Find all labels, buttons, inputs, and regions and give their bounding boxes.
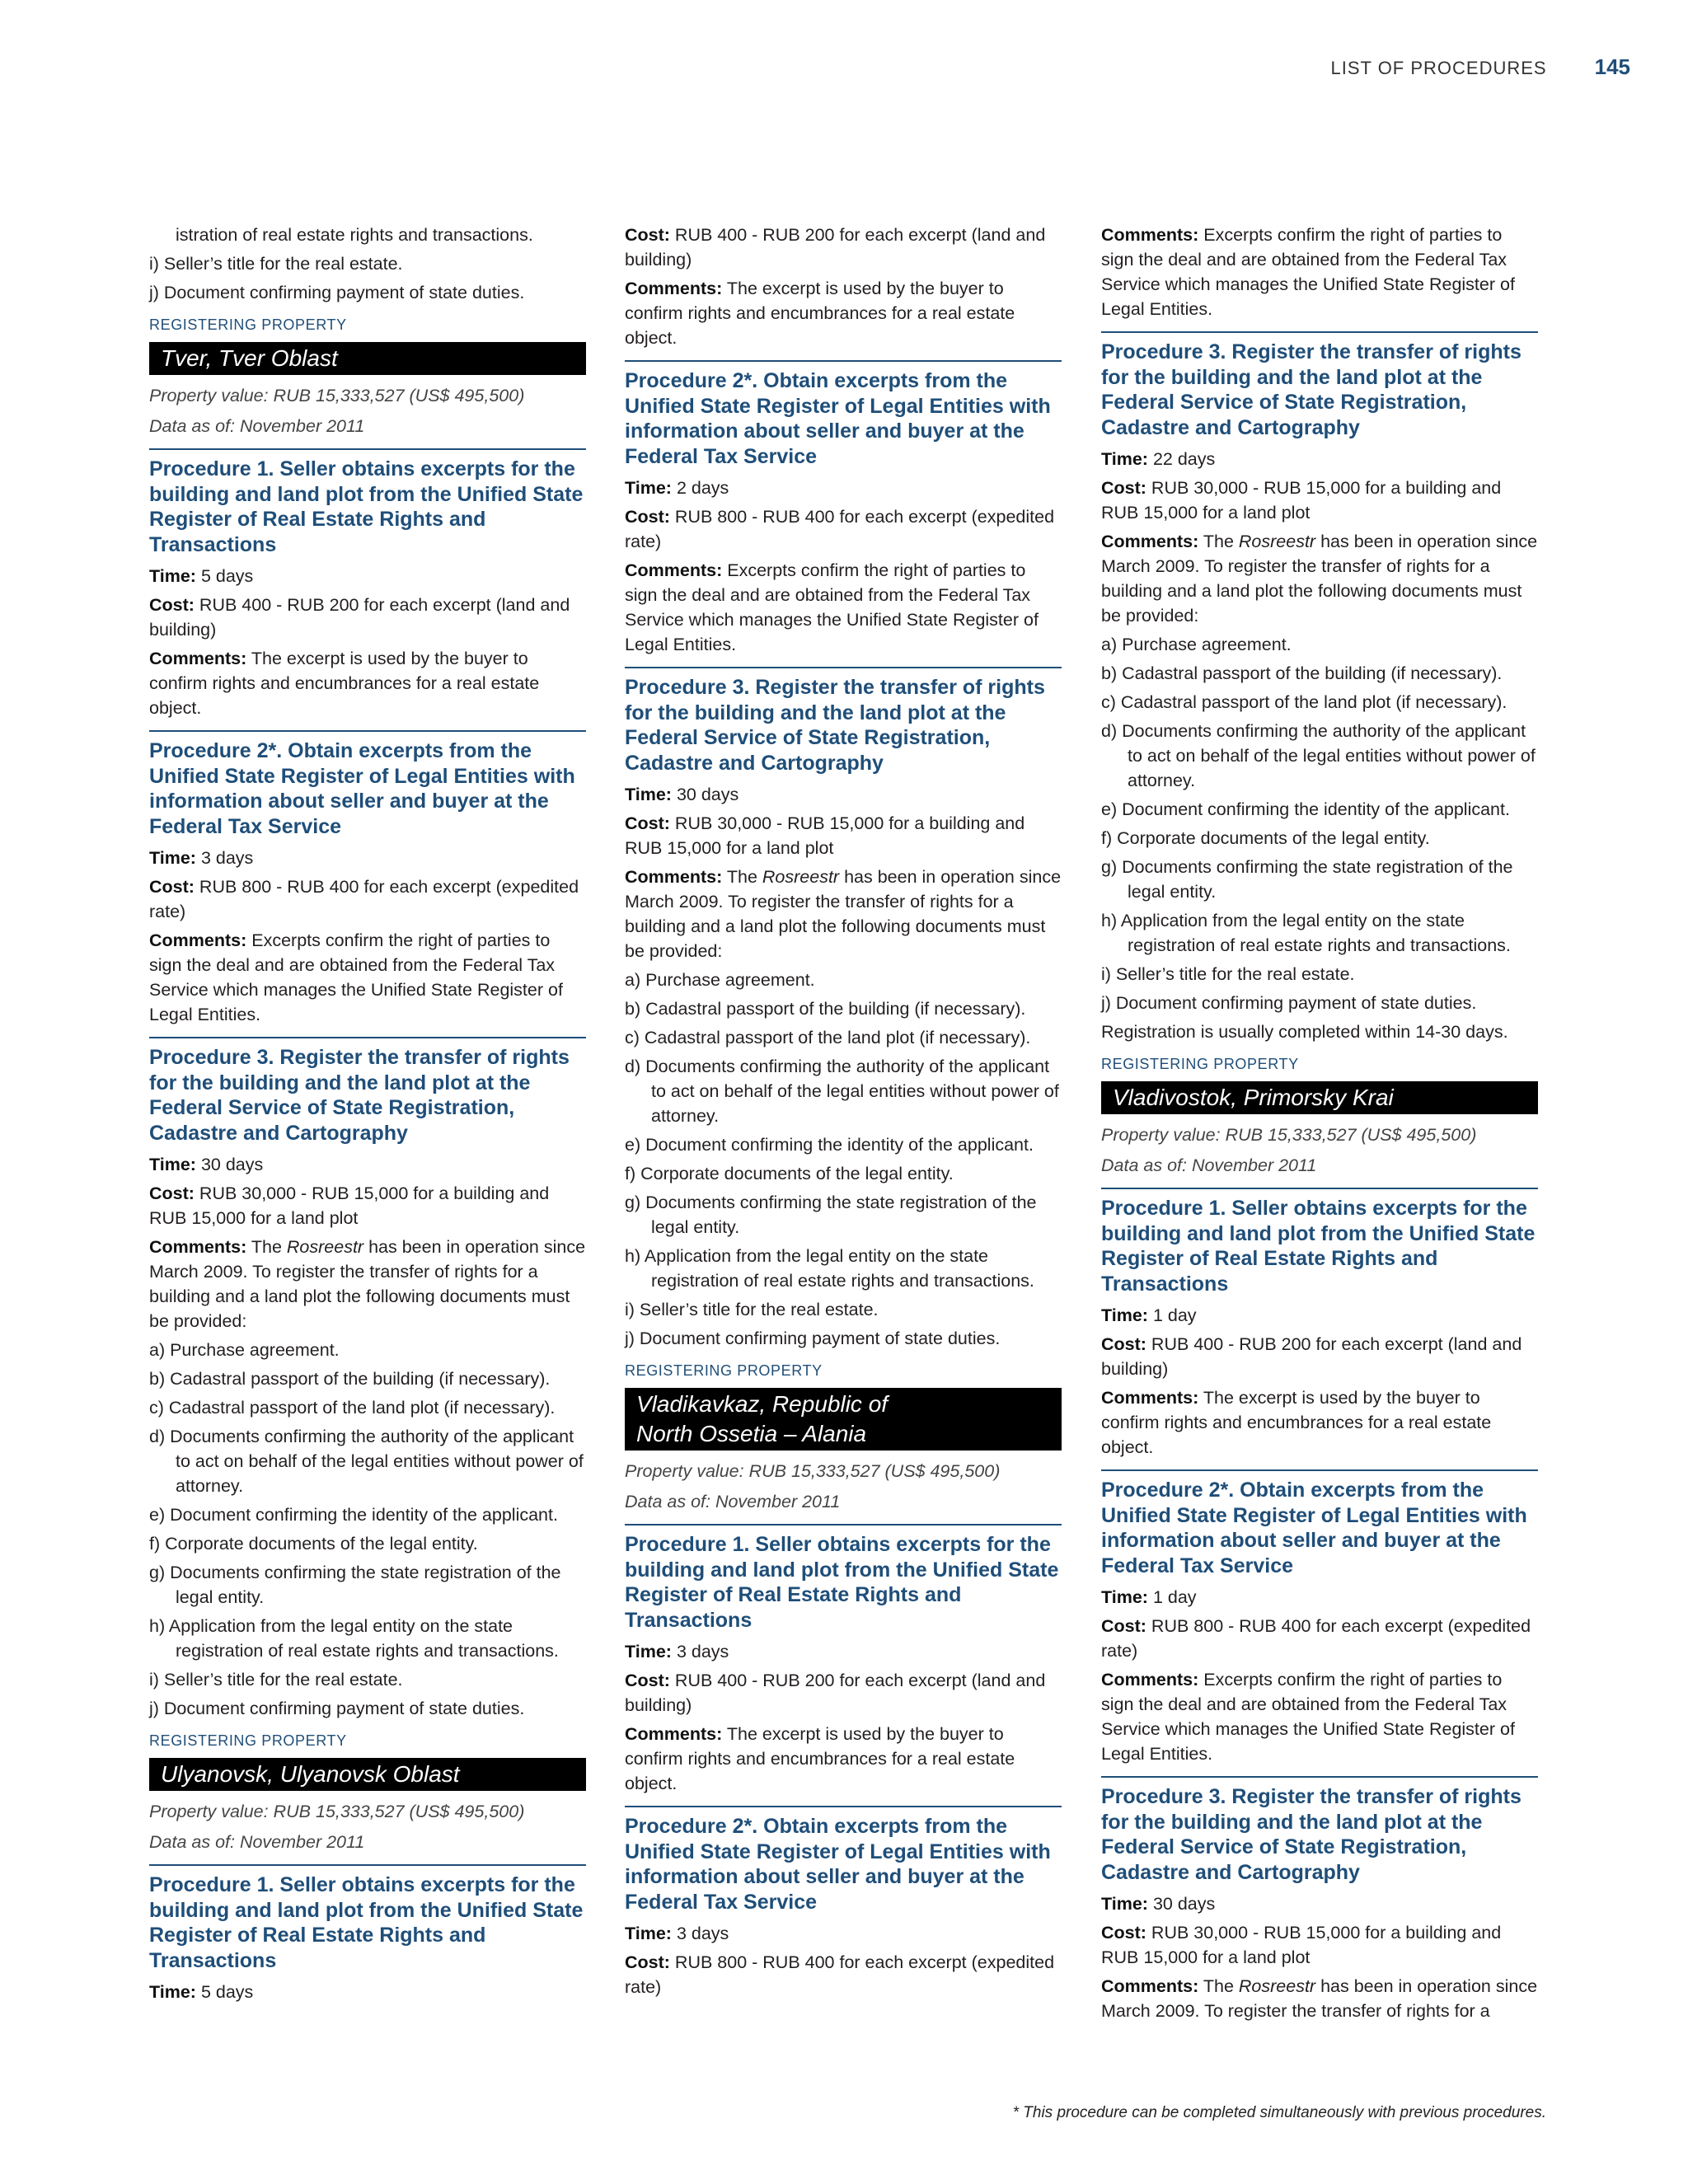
city-banner: Ulyanovsk, Ulyanovsk Oblast: [149, 1758, 586, 1791]
list-item: a) Purchase agreement.: [1101, 635, 1292, 654]
property-value: Property value: RUB 15,333,527 (US$ 495,500): [149, 1802, 525, 1821]
cost-line: Cost: RUB 400 - RUB 200 for each excerpt (land and building): [625, 225, 1046, 269]
registration-note: Registration is usually completed within 14-30 days.: [1101, 1022, 1508, 1042]
list-item: d) Documents confirming the authority of the applicant to act on behalf of the legal entities without power of attorney.: [149, 1427, 584, 1496]
data-date: Data as of: November 2011: [1101, 1155, 1317, 1175]
list-item: c) Cadastral passport of the land plot (if necessary).: [625, 1028, 1031, 1047]
cost-line: Cost: RUB 30,000 - RUB 15,000 for a building and RUB 15,000 for a land plot: [625, 813, 1025, 858]
list-item: b) Cadastral passport of the building (if necessary).: [1101, 663, 1503, 683]
city-banner: Tver, Tver Oblast: [149, 342, 586, 375]
comments-line: Comments: The excerpt is used by the buyer to confirm rights and encumbrances for a real estate object.: [149, 649, 540, 718]
procedure-heading: Procedure 2*. Obtain excerpts from the Unified State Register of Legal Entities with information about seller and buyer at the Federal Tax Service: [625, 1806, 1062, 1915]
cost-line: Cost: RUB 30,000 - RUB 15,000 for a building and RUB 15,000 for a land plot: [1101, 478, 1502, 523]
data-date: Data as of: November 2011: [149, 1832, 365, 1852]
comments-line: Comments: The excerpt is used by the buyer to confirm rights and encumbrances for a real estate object.: [1101, 1388, 1492, 1457]
list-item: i) Seller’s title for the real estate.: [625, 1300, 879, 1319]
procedure-heading: Procedure 1. Seller obtains excerpts for the building and land plot from the Unified State Register of Real Estate Rights and Transactions: [149, 1864, 586, 1973]
comments-line: Comments: Excerpts confirm the right of parties to sign the deal and are obtained from the Federal Tax Service which manages the Unified State Register of Legal Entities.: [1101, 225, 1515, 319]
list-item: e) Document confirming the identity of the applicant.: [625, 1135, 1034, 1155]
cost-line: Cost: RUB 30,000 - RUB 15,000 for a building and RUB 15,000 for a land plot: [1101, 1923, 1502, 1967]
section-label: REGISTERING PROPERTY: [1101, 1056, 1299, 1072]
list-item: b) Cadastral passport of the building (if necessary).: [625, 999, 1026, 1019]
cost-line: Cost: RUB 800 - RUB 400 for each excerpt (expedited rate): [625, 1952, 1055, 1997]
page-header: [1331, 54, 1630, 80]
city-banner: [625, 1388, 1062, 1451]
cost-line: Cost: RUB 400 - RUB 200 for each excerpt (land and building): [1101, 1334, 1522, 1379]
comments-line: Comments: Excerpts confirm the right of parties to sign the deal and are obtained from the Federal Tax Service which manages the Unified State Register of Legal Entities.: [625, 560, 1039, 654]
property-value: Property value: RUB 15,333,527 (US$ 495,500): [625, 1461, 1001, 1481]
procedure-heading: Procedure 2*. Obtain excerpts from the Unified State Register of Legal Entities with information about seller and buyer at the Federal Tax Service: [625, 360, 1062, 469]
procedure-heading: Procedure 3. Register the transfer of rights for the building and the land plot at the Federal Service of State Registration, Cadastre and Cartography: [625, 667, 1062, 776]
time-line: Time: 5 days: [149, 1982, 254, 2002]
list-item: b) Cadastral passport of the building (if necessary).: [149, 1369, 551, 1389]
list-item: h) Application from the legal entity on the state registration of real estate rights and transactions.: [149, 1616, 559, 1661]
cost-line: Cost: RUB 800 - RUB 400 for each excerpt (expedited rate): [149, 877, 579, 921]
city-line: North Ossetia – Alania: [636, 1421, 867, 1446]
data-date: Data as of: November 2011: [625, 1492, 841, 1511]
document-list: [149, 1338, 586, 1721]
data-date: Data as of: November 2011: [149, 416, 365, 436]
time-line: Time: 3 days: [149, 848, 254, 868]
list-item: i) Seller’s title for the real estate.: [149, 254, 403, 274]
cost-line: Cost: RUB 400 - RUB 200 for each excerpt (land and building): [625, 1671, 1046, 1715]
list-item: c) Cadastral passport of the land plot (if necessary).: [149, 1398, 556, 1418]
list-item: g) Documents confirming the state registration of the legal entity.: [149, 1563, 561, 1607]
time-line: Time: 1 day: [1101, 1587, 1197, 1607]
list-item: f) Corporate documents of the legal entity.: [149, 1534, 478, 1554]
list-item: f) Corporate documents of the legal entity.: [625, 1164, 954, 1183]
document-list: [625, 968, 1062, 1351]
procedure-heading: Procedure 2*. Obtain excerpts from the Unified State Register of Legal Entities with information about seller and buyer at the Federal Tax Service: [1101, 1469, 1538, 1578]
time-line: Time: 30 days: [1101, 1894, 1216, 1914]
procedure-heading: Procedure 3. Register the transfer of rights for the building and the land plot at the Federal Service of State Registration, Cadastre and Cartography: [1101, 331, 1538, 440]
list-item: j) Document confirming payment of state duties.: [149, 1699, 525, 1718]
procedure-heading: Procedure 2*. Obtain excerpts from the Unified State Register of Legal Entities with information about seller and buyer at the Federal Tax Service: [149, 730, 586, 839]
list-item: h) Application from the legal entity on the state registration of real estate rights and transactions.: [625, 1246, 1034, 1291]
property-value: Property value: RUB 15,333,527 (US$ 495,500): [149, 386, 525, 405]
time-line: Time: 1 day: [1101, 1305, 1197, 1325]
list-item: j) Document confirming payment of state duties.: [149, 283, 525, 302]
cost-line: Cost: RUB 30,000 - RUB 15,000 for a building and RUB 15,000 for a land plot: [149, 1183, 550, 1228]
comments-line: Comments: The Rosreestr has been in operation since March 2009. To register the transfer of rights for a: [1101, 1976, 1538, 2021]
comments-line: Comments: The excerpt is used by the buyer to confirm rights and encumbrances for a real estate object.: [625, 1724, 1015, 1793]
column-3: [1101, 223, 1538, 2027]
time-line: Time: 30 days: [625, 785, 739, 804]
section-label: REGISTERING PROPERTY: [625, 1362, 823, 1379]
procedure-heading: Procedure 1. Seller obtains excerpts for the building and land plot from the Unified State Register of Real Estate Rights and Transactions: [1101, 1188, 1538, 1296]
list-item: f) Corporate documents of the legal entity.: [1101, 828, 1430, 848]
comments-line: Comments: The Rosreestr has been in operation since March 2009. To register the transfer of rights for a building and a land plot the following documents must be provided:: [149, 1237, 586, 1331]
time-line: Time: 30 days: [149, 1155, 264, 1174]
section-label: REGISTERING PROPERTY: [149, 316, 347, 333]
procedure-heading: Procedure 3. Register the transfer of rights for the building and the land plot at the Federal Service of State Registration, Cadastre and Cartography: [149, 1037, 586, 1146]
comments-line: Comments: Excerpts confirm the right of parties to sign the deal and are obtained from the Federal Tax Service which manages the Unified State Register of Legal Entities.: [149, 930, 563, 1024]
list-item: j) Document confirming payment of state duties.: [1101, 993, 1477, 1013]
section-label: REGISTERING PROPERTY: [149, 1732, 347, 1749]
time-line: Time: 22 days: [1101, 449, 1216, 469]
list-item: i) Seller’s title for the real estate.: [149, 1670, 403, 1690]
document-list: [1101, 632, 1538, 1015]
property-value: Property value: RUB 15,333,527 (US$ 495,500): [1101, 1125, 1477, 1145]
running-head: LIST OF PROCEDURES: [1330, 58, 1547, 78]
procedure-heading: Procedure 1. Seller obtains excerpts for the building and land plot from the Unified State Register of Real Estate Rights and Transactions: [149, 448, 586, 557]
list-item: d) Documents confirming the authority of the applicant to act on behalf of the legal entities without power of attorney.: [625, 1057, 1059, 1126]
column-1: [149, 223, 586, 2008]
list-item: i) Seller’s title for the real estate.: [1101, 964, 1355, 984]
city-line: Vladikavkaz, Republic of: [636, 1391, 889, 1417]
list-item: d) Documents confirming the authority of the applicant to act on behalf of the legal entities without power of attorney.: [1101, 721, 1536, 790]
comments-line: Comments: The Rosreestr has been in operation since March 2009. To register the transfer of rights for a building and a land plot the following documents must be provided:: [625, 867, 1062, 961]
time-line: Time: 3 days: [625, 1924, 729, 1943]
time-line: Time: 2 days: [625, 478, 729, 498]
time-line: Time: 5 days: [149, 566, 254, 586]
list-item: e) Document confirming the identity of the applicant.: [1101, 799, 1510, 819]
list-item: g) Documents confirming the state registration of the legal entity.: [625, 1193, 1037, 1237]
time-line: Time: 3 days: [625, 1642, 729, 1661]
comments-line: Comments: The excerpt is used by the buyer to confirm rights and encumbrances for a real estate object.: [625, 279, 1015, 348]
list-item: istration of real estate rights and transactions.: [176, 225, 533, 245]
footnote: * This procedure can be completed simultaneously with previous procedures.: [1012, 2104, 1546, 2121]
list-item: c) Cadastral passport of the land plot (if necessary).: [1101, 692, 1507, 712]
comments-line: Comments: Excerpts confirm the right of parties to sign the deal and are obtained from the Federal Tax Service which manages the Unified State Register of Legal Entities.: [1101, 1670, 1515, 1764]
continued-list: [149, 223, 586, 305]
cost-line: Cost: RUB 400 - RUB 200 for each excerpt (land and building): [149, 595, 570, 640]
page-number: 145: [1594, 54, 1630, 79]
list-item: g) Documents confirming the state registration of the legal entity.: [1101, 857, 1513, 902]
cost-line: Cost: RUB 800 - RUB 400 for each excerpt (expedited rate): [625, 507, 1055, 551]
column-2: [625, 223, 1062, 2004]
procedure-heading: Procedure 1. Seller obtains excerpts for the building and land plot from the Unified State Register of Real Estate Rights and Transactions: [625, 1524, 1062, 1633]
list-item: j) Document confirming payment of state duties.: [625, 1329, 1001, 1348]
list-item: a) Purchase agreement.: [625, 970, 815, 990]
list-item: e) Document confirming the identity of the applicant.: [149, 1505, 558, 1525]
list-item: h) Application from the legal entity on the state registration of real estate rights and transactions.: [1101, 911, 1511, 955]
cost-line: Cost: RUB 800 - RUB 400 for each excerpt (expedited rate): [1101, 1616, 1531, 1661]
comments-line: Comments: The Rosreestr has been in operation since March 2009. To register the transfer of rights for a building and a land plot the following documents must be provided:: [1101, 532, 1538, 626]
list-item: a) Purchase agreement.: [149, 1340, 340, 1360]
city-banner: Vladivostok, Primorsky Krai: [1101, 1081, 1538, 1114]
procedure-heading: Procedure 3. Register the transfer of rights for the building and the land plot at the Federal Service of State Registration, Cadastre and Cartography: [1101, 1776, 1538, 1885]
